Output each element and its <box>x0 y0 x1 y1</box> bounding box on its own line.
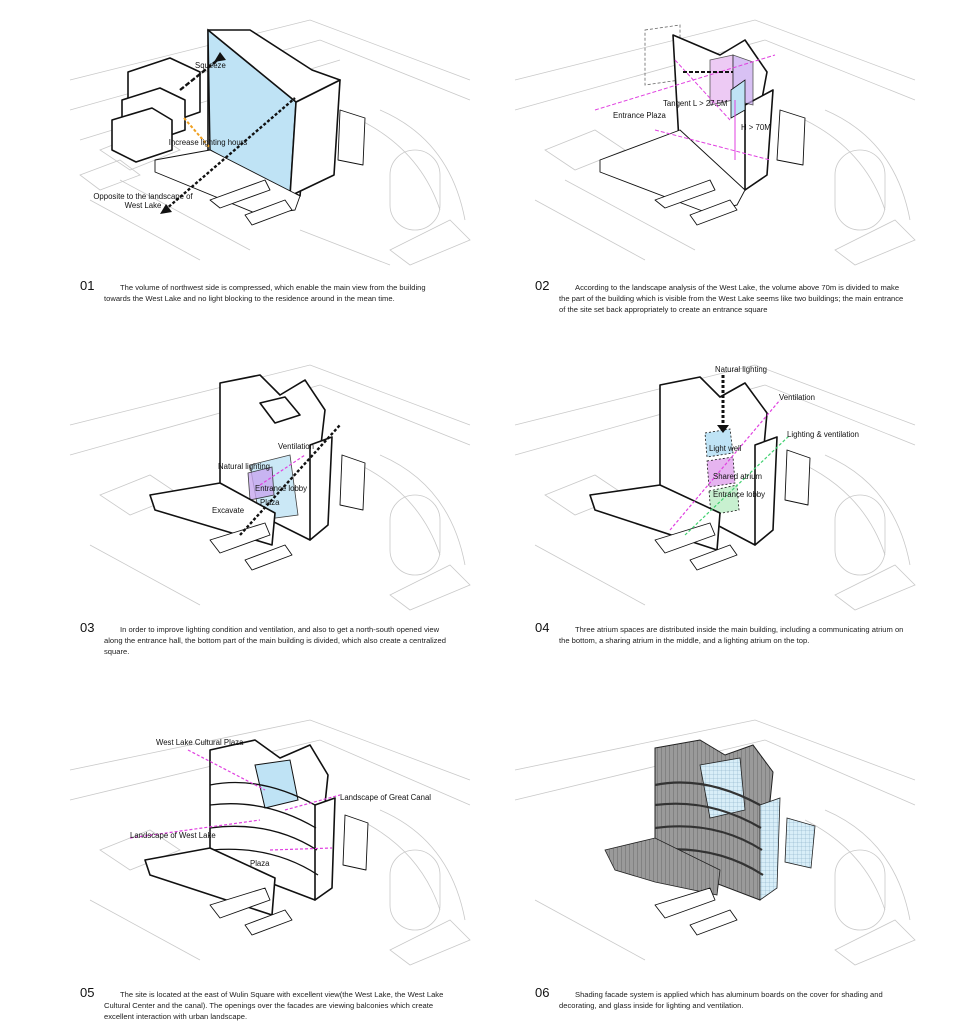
panel-05 <box>60 710 480 980</box>
panel-04 <box>505 345 925 615</box>
label-squeeze: Squeeze <box>195 61 226 70</box>
label-lighting: Increase lighting hours <box>168 138 248 147</box>
diagram-03 <box>60 345 480 615</box>
label-ventilation: Ventilation <box>278 442 314 451</box>
label-lighting-ventilation: Lighting & ventilation <box>787 430 859 439</box>
diagram-06 <box>505 710 925 980</box>
step-description: Three atrium spaces are distributed inside the main building, including a communicating atrium on the bottom, a sharing atrium in the middle, and a lighting atrium on the top. <box>559 625 904 645</box>
east-block <box>343 815 368 870</box>
label-plaza: Plaza <box>260 498 280 507</box>
label-tangent: Tangent L > 27.5M <box>663 99 728 108</box>
label-entrance-plaza: Entrance Plaza <box>613 111 666 120</box>
label-ventilation: Ventilation <box>779 393 815 402</box>
step-description: According to the landscape analysis of the West Lake, the volume above 70m is divided to make the part of the building which is visible from the West Lake seems like two buildings; the main entrance of the site set back appropriately to create an entrance square <box>559 283 904 314</box>
label-natural-lighting: Natural lighting <box>715 365 768 374</box>
residence-3 <box>112 108 172 162</box>
panel-03 <box>60 345 480 615</box>
step-description: The volume of northwest side is compressed, which enable the main view from the building towards the West Lake and no light blocking to the residence around in the mean time. <box>104 283 426 303</box>
low-bar-2 <box>245 545 292 570</box>
low-bar-1 <box>655 888 715 918</box>
label-entrance-lobby: Entrance lobby <box>713 490 766 499</box>
side-face <box>315 798 335 900</box>
panel-06 <box>505 710 925 980</box>
diagram-04 <box>505 345 925 615</box>
step-number: 06 <box>535 985 550 1000</box>
east-annex <box>785 818 815 868</box>
step-description: The site is located at the east of Wulin Square with excellent view(the West Lake, the West Lake Cultural Center and the canal). The openings over the facades are viewing balconies which create excellent interaction with urban landscape. <box>104 990 444 1021</box>
step-number: 04 <box>535 620 550 635</box>
step-number: 03 <box>80 620 95 635</box>
label-opposite: Opposite to the landscape of West Lake <box>93 192 193 210</box>
east-block <box>338 110 365 165</box>
step-number: 02 <box>535 278 550 293</box>
step-description: In order to improve lighting condition and ventilation, and also to get a north-south opened view along the entrance hall, the bottom part of the main building is divided, which also create a centralized square. <box>104 625 446 656</box>
east-block <box>777 110 805 165</box>
label-cultural-plaza: West Lake Cultural Plaza <box>156 738 244 747</box>
step-number: 05 <box>80 985 95 1000</box>
east-block <box>785 450 810 505</box>
panel-02 <box>505 0 925 270</box>
step-description: Shading facade system is applied which has aluminum boards on the cover for shading and decorating, and glass inside for lighting and ventilation. <box>559 990 883 1010</box>
label-excavate: Excavate <box>212 506 245 515</box>
low-bar-2 <box>690 910 737 935</box>
diagram-01 <box>60 0 480 270</box>
side-face <box>310 437 332 540</box>
label-height: H > 70M <box>741 123 771 132</box>
east-block <box>340 455 365 510</box>
label-great-canal: Landscape of Great Canal <box>340 793 432 802</box>
label-light-well: Light well <box>709 444 742 453</box>
step-number: 01 <box>80 278 95 293</box>
label-west-lake: Landscape of West Lake <box>130 831 216 840</box>
divided-volume-a <box>710 55 733 105</box>
label-entrance-lobby: Entrance lobby <box>255 484 308 493</box>
label-plaza: Plaza <box>250 859 270 868</box>
label-shared-atrium: Shared atrium <box>713 472 762 481</box>
side-face <box>745 90 773 190</box>
diagram-05 <box>60 710 480 980</box>
side-glass <box>760 798 780 900</box>
label-natural-lighting: Natural lighting <box>218 462 271 471</box>
diagram-02 <box>505 0 925 270</box>
panel-01 <box>60 0 480 270</box>
